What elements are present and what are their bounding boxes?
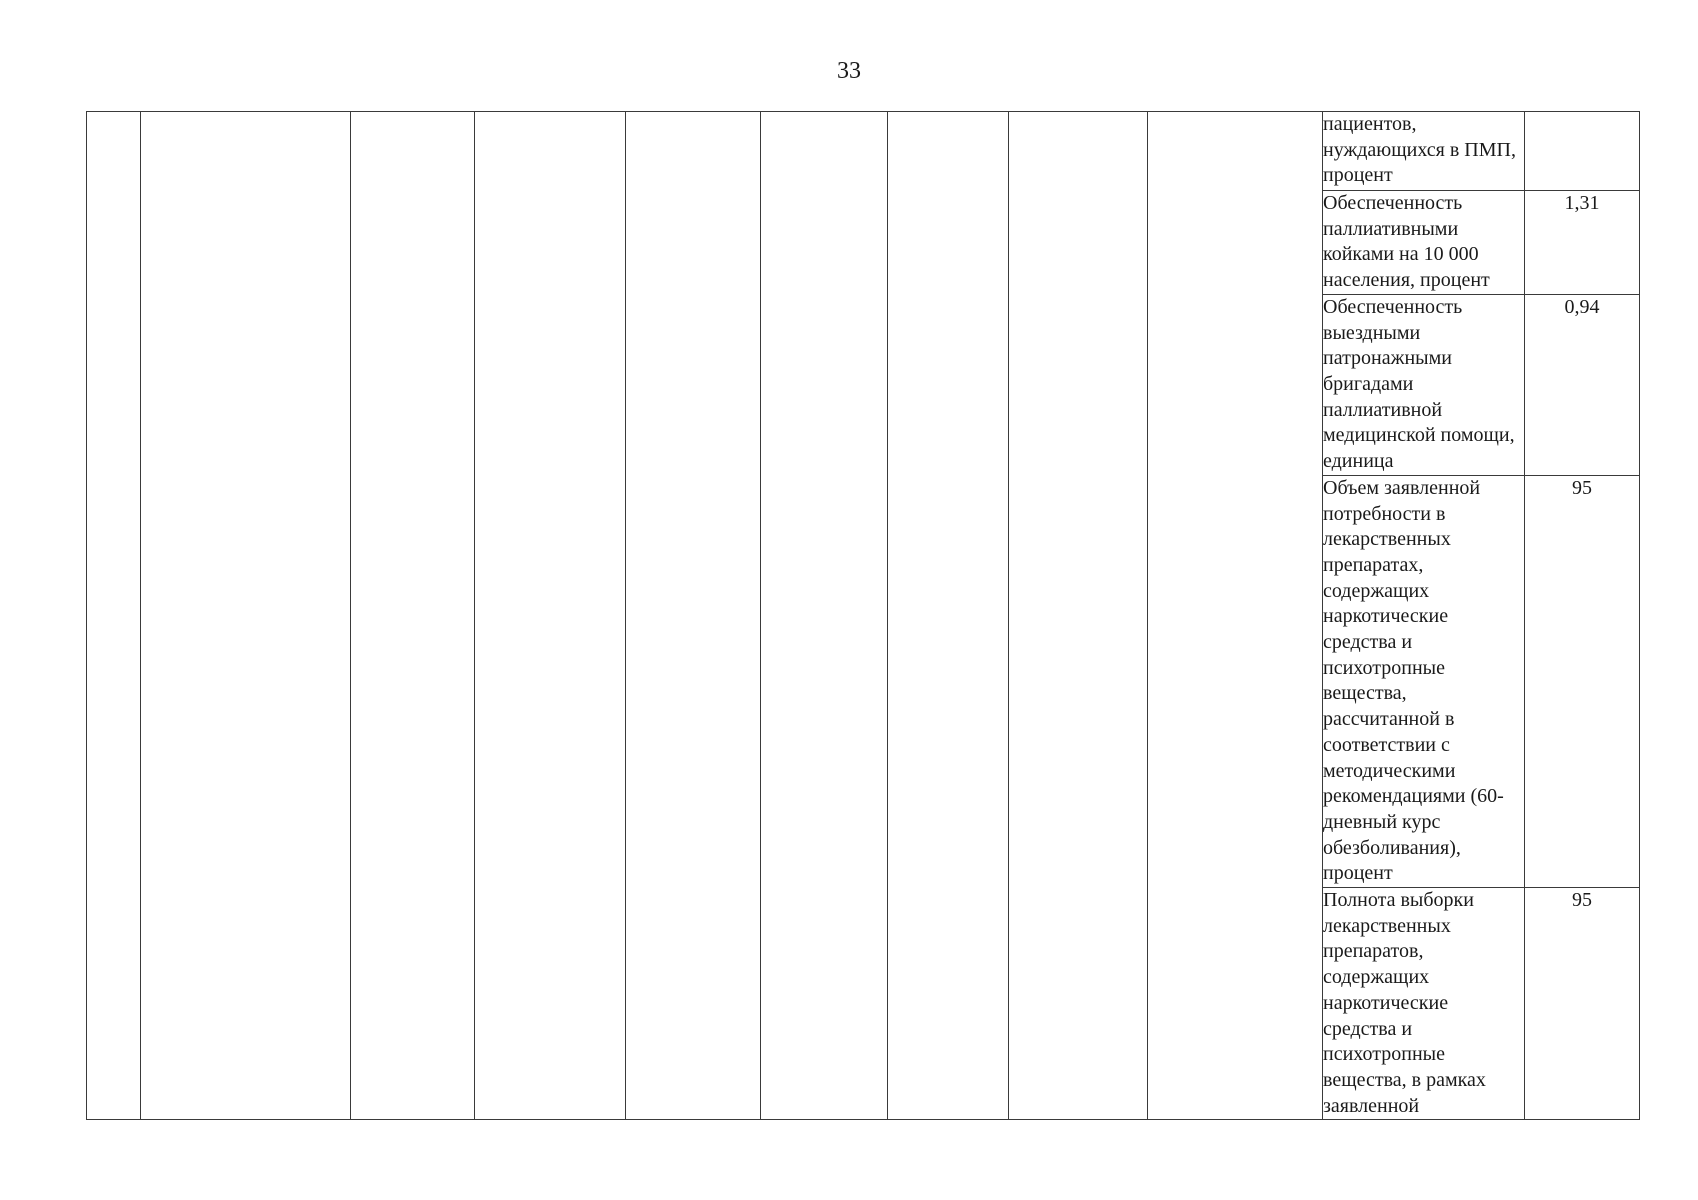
- indicator-cell: Полнота выборки лекарственных препаратов, содержащих наркотические средства и психотропные вещества, в рамках заявленной: [1323, 888, 1525, 1120]
- empty-cell-col-2: [141, 112, 351, 1120]
- value-cell: 1,31: [1525, 191, 1640, 295]
- empty-cell-col-7: [888, 112, 1009, 1120]
- empty-cell-col-5: [626, 112, 761, 1120]
- indicator-cell: Объем заявленной потребности в лекарственных препаратах, содержащих наркотические средства и психотропные вещества, рассчитанной в соответствии с методическими рекомендациями (60-дневный курс обезболивания), процент: [1323, 475, 1525, 887]
- indicator-cell: пациентов, нуждающихся в ПМП, процент: [1323, 112, 1525, 191]
- empty-cell-col-9: [1148, 112, 1323, 1120]
- indicator-cell: Обеспеченность выездными патронажными бригадами паллиативной медицинской помощи, единица: [1323, 294, 1525, 475]
- table-row: [87, 112, 1640, 191]
- value-cell: [1525, 112, 1640, 191]
- empty-cell-col-3: [351, 112, 475, 1120]
- indicator-cell: Обеспеченность паллиативными койками на 10 000 населения, процент: [1323, 191, 1525, 295]
- document-table: [86, 111, 1640, 1120]
- document-table-frame: [86, 111, 1639, 1115]
- empty-cell-col-4: [475, 112, 626, 1120]
- empty-cell-col-1: [87, 112, 141, 1120]
- value-cell: 95: [1525, 888, 1640, 1120]
- page-number: 33: [837, 58, 861, 84]
- value-cell: 95: [1525, 475, 1640, 887]
- value-cell: 0,94: [1525, 294, 1640, 475]
- empty-cell-col-6: [761, 112, 888, 1120]
- empty-cell-col-8: [1009, 112, 1148, 1120]
